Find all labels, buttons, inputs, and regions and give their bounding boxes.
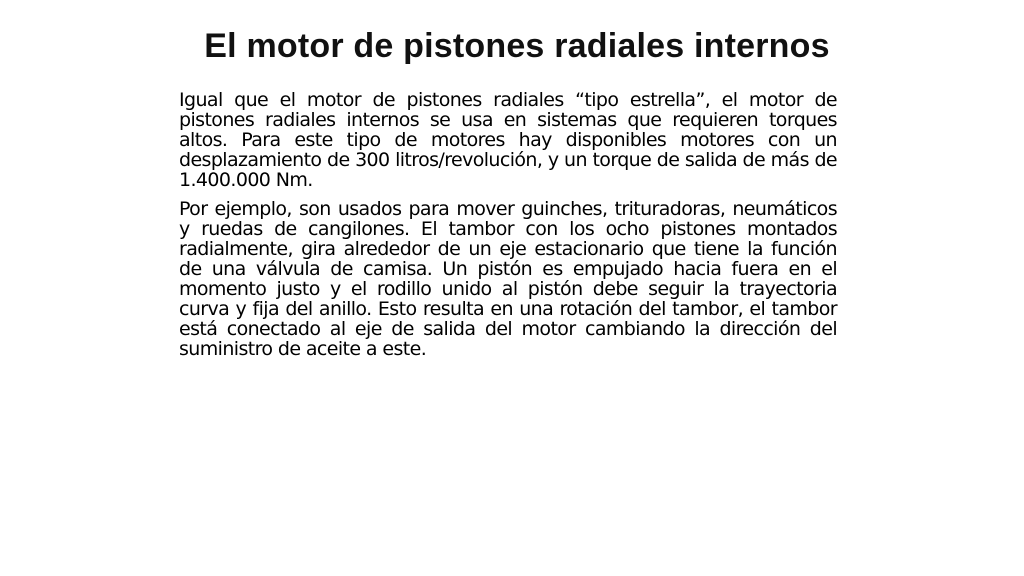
slide-body	[179, 90, 837, 368]
body-paragraph-1: Igual que el motor de pistones radiales “tipo estrella”, el motor de pistones radiales internos se usa en sistemas que requieren torques altos. Para este tipo de motores hay disponibles motores con un desplazamiento de 300 litros/revolución, y un torque de salida de más de 1.400.000 Nm.	[179, 89, 837, 191]
body-paragraph-2: Por ejemplo, son usados para mover guinches, trituradoras, neumáticos y ruedas de cangilones. El tambor con los ocho pistones montados radialmente, gira alrededor de un eje estacionario que tiene la función de una válvula de camisa. Un pistón es empujado hacia fuera en el momento justo y el rodillo unido al pistón debe seguir la trayectoria curva y fija del anillo. Esto resulta en una rotación del tambor, el tambor está conectado al eje de salida del motor cambiando la dirección del suministro de aceite a este.	[179, 198, 837, 360]
slide-title: El motor de pistones radiales internos	[204, 27, 830, 65]
